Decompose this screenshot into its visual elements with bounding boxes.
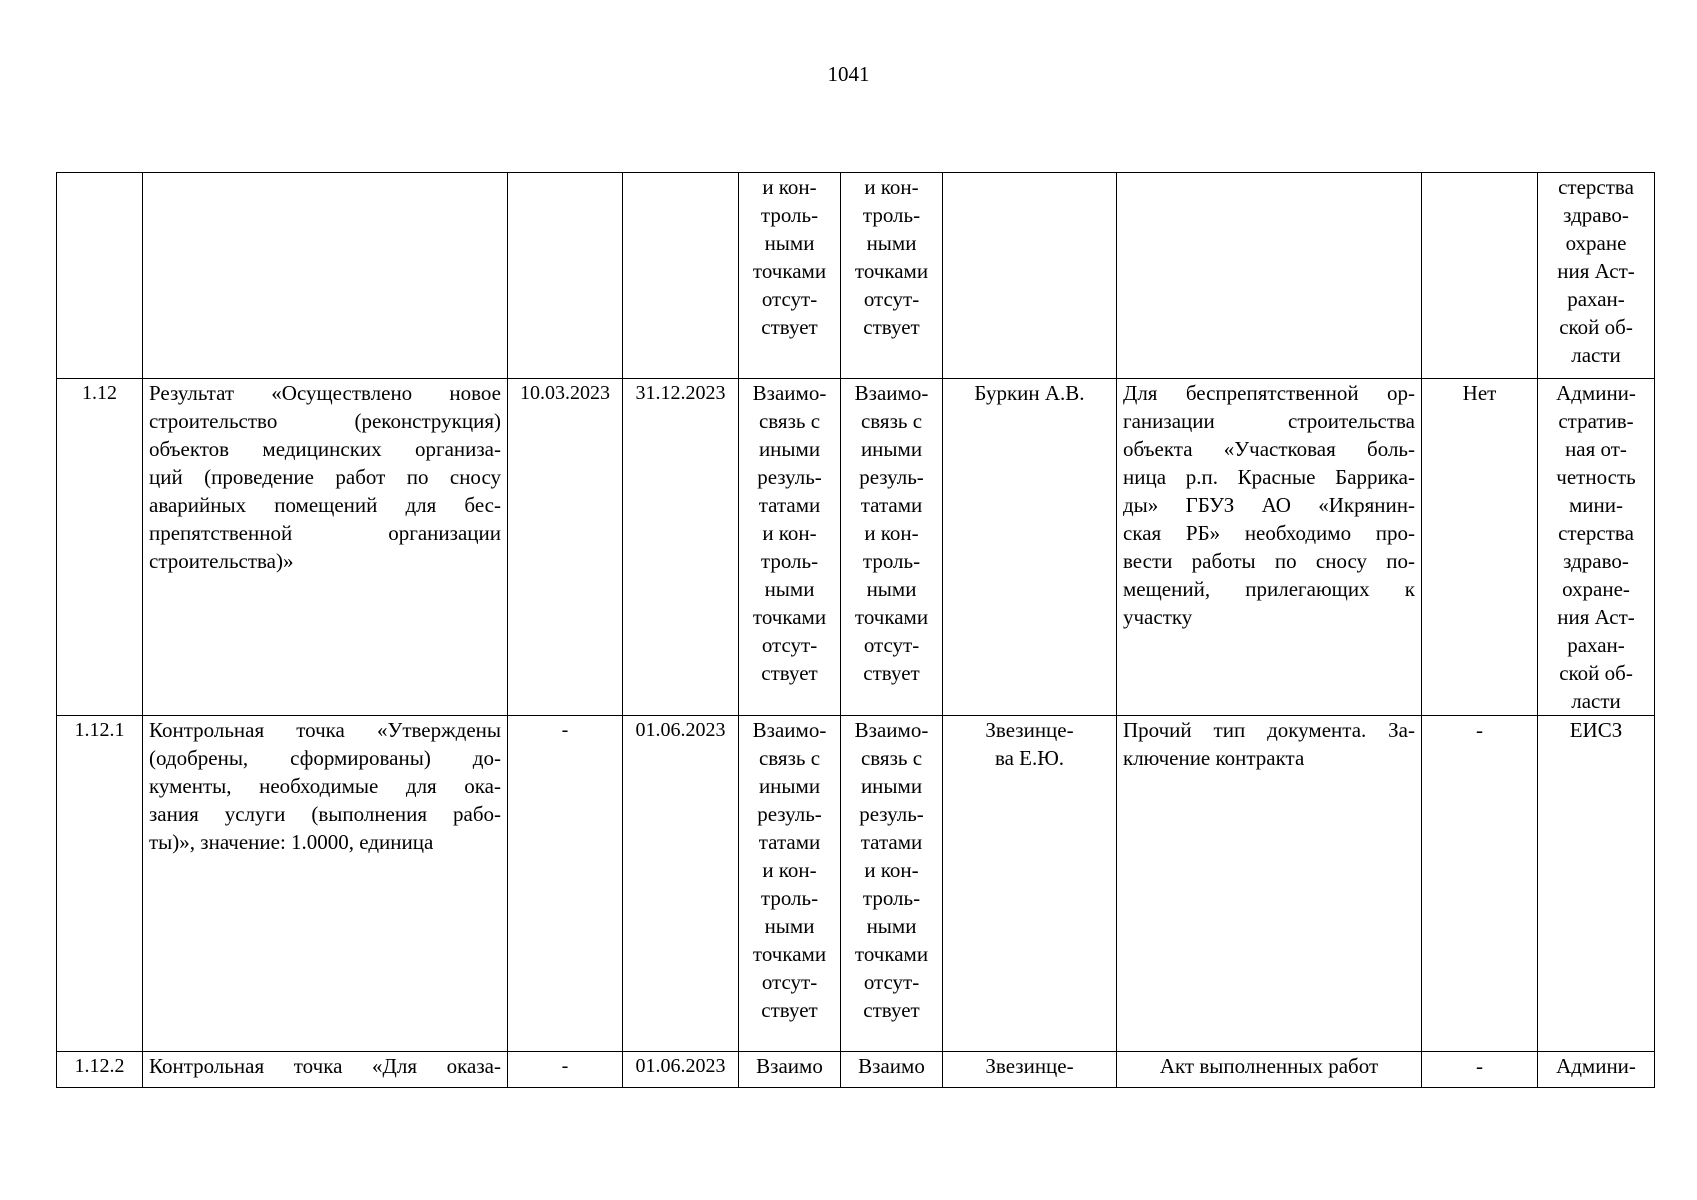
info-system-cell: Админи- стратив- ная от- четность мини- стерства здраво- охране- ния Аст- рахан- ской об- ласти [1538, 379, 1655, 716]
description-cell: Для беспрепятственной ор- ганизации строительства объекта «Участковая боль- ница р.п. Красные Баррика- ды» ГБУЗ АО «Икрянин- ская РБ» необходимо про- вести работы по сносу по- мещений, прилегающих к участку [1117, 379, 1422, 716]
responsible-cell [943, 173, 1117, 379]
row-number-cell [57, 173, 143, 379]
description-cell: Акт выполненных работ [1117, 1052, 1422, 1088]
document-table [56, 172, 1655, 1088]
table-row [57, 379, 1655, 716]
relation-cell-b: и кон- троль- ными точками отсут- ствует [841, 173, 943, 379]
start-date-cell: - [508, 716, 623, 1052]
end-date-cell: 31.12.2023 [623, 379, 739, 716]
flag-cell: - [1422, 716, 1538, 1052]
start-date-cell [508, 173, 623, 379]
flag-cell [1422, 173, 1538, 379]
relation-cell-b: Взаимо- связь с иными резуль- татами и кон- троль- ными точками отсут- ствует [841, 379, 943, 716]
relation-cell-b: Взаимо [841, 1052, 943, 1088]
relation-cell-a: Взаимо [739, 1052, 841, 1088]
name-cell: Контрольная точка «Утверждены (одобрены, сформированы) до- кументы, необходимые для ока- зания услуги (выполнения рабо- ты)», значение: 1.0000, единица [143, 716, 508, 1052]
row-number-cell: 1.12.1 [57, 716, 143, 1052]
flag-cell: Нет [1422, 379, 1538, 716]
description-cell: Прочий тип документа. За- ключение контракта [1117, 716, 1422, 1052]
end-date-cell [623, 173, 739, 379]
name-cell: Контрольная точка «Для оказа- [143, 1052, 508, 1088]
info-system-cell: ЕИСЗ [1538, 716, 1655, 1052]
name-cell: Результат «Осуществлено новое строительство (реконструкция) объектов медицинских организа- ций (проведение работ по сносу аварийных помещений для бес- препятственной организации строительства)» [143, 379, 508, 716]
page-number: 1041 [827, 62, 870, 86]
relation-cell-a: и кон- троль- ными точками отсут- ствует [739, 173, 841, 379]
end-date-cell: 01.06.2023 [623, 1052, 739, 1088]
row-number-cell: 1.12 [57, 379, 143, 716]
info-system-cell: Админи- [1538, 1052, 1655, 1088]
relation-cell-a: Взаимо- связь с иными резуль- татами и кон- троль- ными точками отсут- ствует [739, 379, 841, 716]
responsible-cell: Звезинце- [943, 1052, 1117, 1088]
responsible-cell: Звезинце- ва Е.Ю. [943, 716, 1117, 1052]
relation-cell-a: Взаимо- связь с иными резуль- татами и кон- троль- ными точками отсут- ствует [739, 716, 841, 1052]
name-cell [143, 173, 508, 379]
end-date-cell: 01.06.2023 [623, 716, 739, 1052]
relation-cell-b: Взаимо- связь с иными резуль- татами и кон- троль- ными точками отсут- ствует [841, 716, 943, 1052]
flag-cell: - [1422, 1052, 1538, 1088]
table-row [57, 173, 1655, 379]
table-row [57, 1052, 1655, 1088]
start-date-cell: - [508, 1052, 623, 1088]
table-row [57, 716, 1655, 1052]
info-system-cell: стерства здраво- охране ния Аст- рахан- ской об- ласти [1538, 173, 1655, 379]
description-cell [1117, 173, 1422, 379]
start-date-cell: 10.03.2023 [508, 379, 623, 716]
row-number-cell: 1.12.2 [57, 1052, 143, 1088]
responsible-cell: Буркин А.В. [943, 379, 1117, 716]
